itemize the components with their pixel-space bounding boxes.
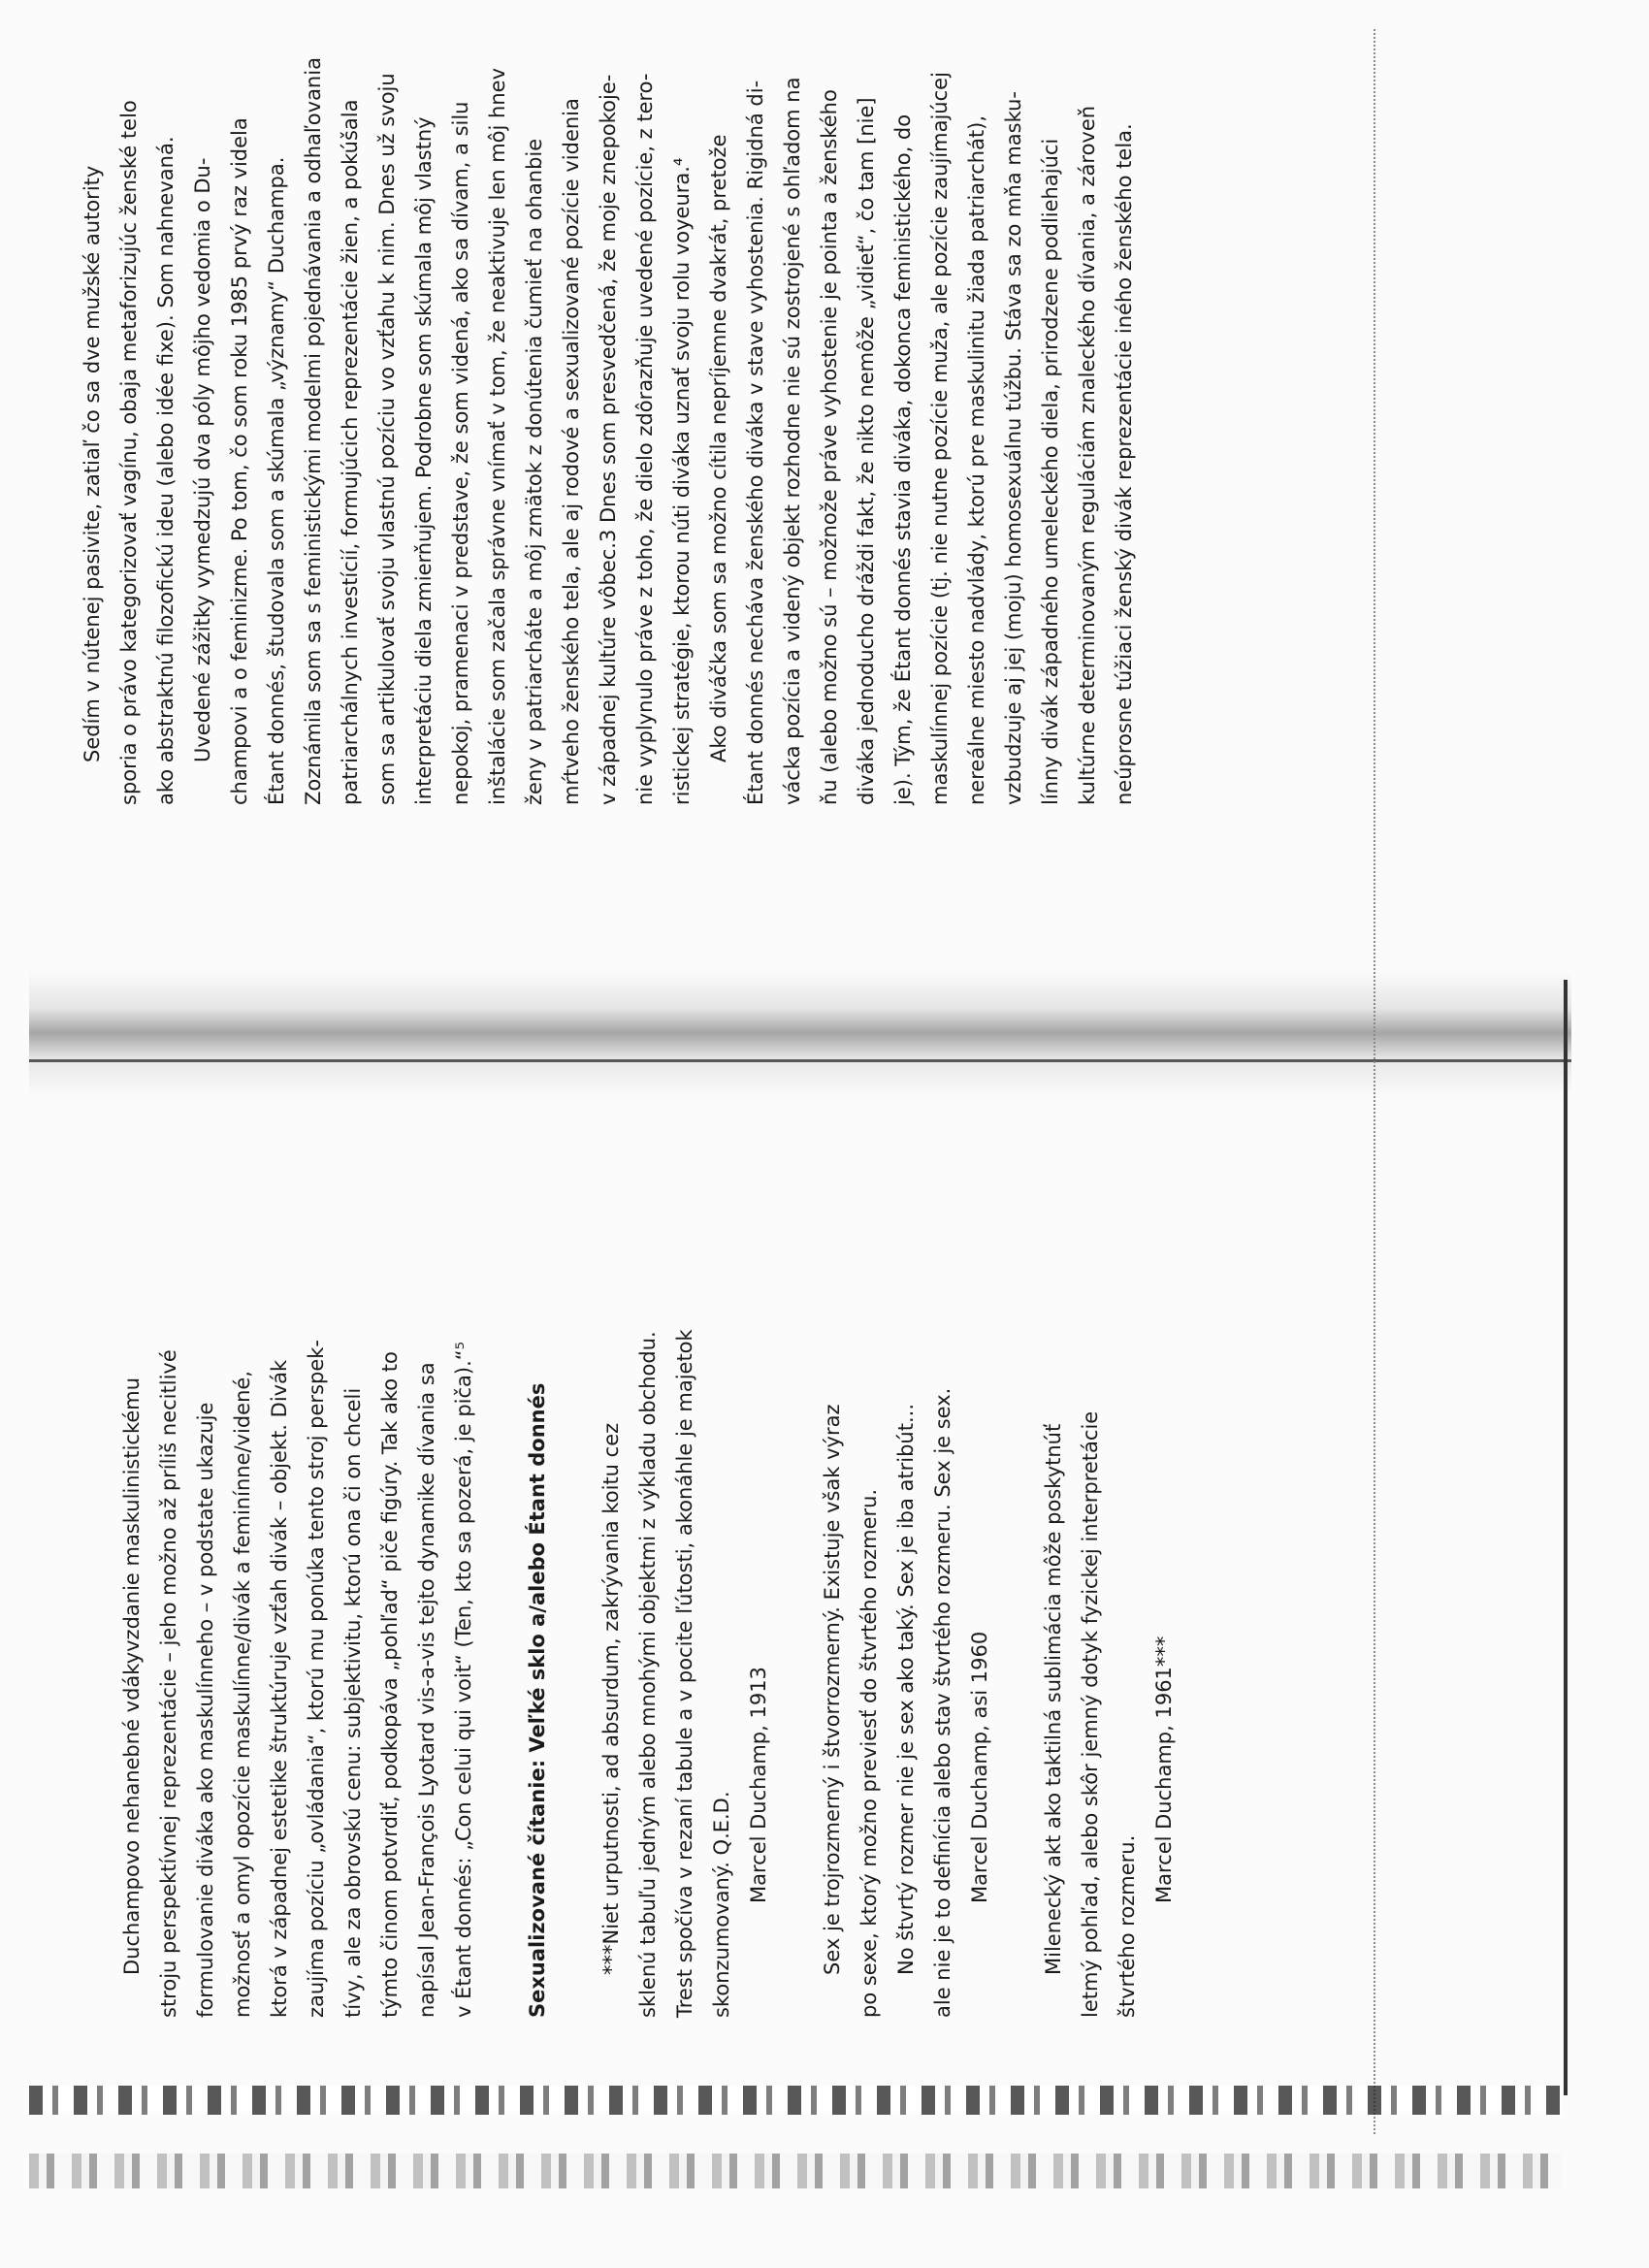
quote-signature: Marcel Duchamp, 1961***	[1152, 1636, 1176, 1903]
quote-line: skonzumovaný. Q.E.D.	[710, 1791, 733, 2018]
text-line: kultúrne determinovaným reguláciám znaleckého dívania, a zároveň	[1076, 105, 1099, 805]
text-line: vzbudzuje aj jej (moju) homosexuálnu túžbu. Stáva sa zo mňa masku-	[1002, 91, 1025, 805]
text-line: mŕtveho ženského tela, ale aj rodové a sexualizované pozície videnia	[560, 98, 583, 805]
text-line: nereálne miesto nadvlády, ktorú pre maskulinitu žiada patriarchát),	[965, 114, 988, 805]
text-line: Sedím v nútenej pasivite, zatiaľ čo sa dve mužské autority	[81, 165, 104, 762]
quote-line: štvrtého rozmeru.	[1116, 1834, 1139, 2018]
quote-line: ***Niet urputnosti, ad absurdum, zakrývania koitu cez	[599, 1422, 623, 1975]
text-line: zaujíma pozíciu „ovládania“, ktorú mu ponúka tento stroj perspek-	[305, 1340, 328, 2018]
text-line: interpretáciu diela zmierňujem. Podrobne som skúmala môj vlastný	[412, 116, 436, 805]
quote-line: letmý pohľad, alebo skôr jemný dotyk fyzickej interpretácie	[1079, 1410, 1102, 2018]
text-line: ňu (alebo možno sú – možnože práve vyhostenie je pointa a ženského	[818, 89, 841, 805]
text-line: vácka pozícia a videný objekt rozhodne nie sú zostrojené s ohľadom na	[781, 77, 804, 805]
text-line: ako abstraktnú filozofickú ideu (alebo idée fixe). Som nahnevaná.	[154, 136, 178, 805]
text-line: Uvedené zážitky vymedzujú dva póly môjho vedomia o Du-	[191, 157, 214, 762]
spacer	[482, 989, 519, 2018]
text-line: maskulínnej pozície (tj. nie nutne pozície muža, ale pozície zaujímajúcej	[928, 72, 952, 805]
text-line: ristickej stratégie, ktorou núti diváka uznať svoju rolu voyeura.⁴	[670, 157, 694, 805]
dotted-fold-line	[1374, 29, 1375, 2134]
lower-page-text	[113, 989, 1182, 2018]
text-line: Étant donnés nechávа ženského diváka v stave vyhostenia. Rigidná di-	[744, 80, 767, 805]
page-edge	[1564, 980, 1568, 2095]
quote-line: Milenecký akt ako taktilná sublimácia môže poskytnúť	[1042, 1423, 1065, 1975]
text-line: napísal Jean-François Lyotard vis-a-vis tejto dynamike dívania sa	[415, 1362, 438, 2018]
text-line: tívy, ale za obrovskú cenu: subjektivitu, ktorú ona či on chceli	[341, 1387, 365, 2018]
text-line: ženy v patriarcháte a môj zmätok z donútenia čumieť na ohanbie	[523, 138, 546, 805]
text-line: patriarchálnych investícií, formujúcich reprezentácie žien, a pokúšala	[339, 99, 362, 805]
text-line: som sa artikulovať svoju vlastnú pozíciu vo vzťahu k nim. Dnes už svoju	[375, 73, 399, 805]
quote-line: ale nie je to definícia alebo stav štvrtého rozmeru. Sex je sex.	[931, 1387, 954, 2018]
text-line: stroju perspektívnej reprezentácie – jeho možno až príliš necitlivé	[157, 1349, 180, 2018]
text-line: týmto činom potvrdiť, podkopáva „pohľad“ piče figúry. Tak ako to	[378, 1351, 402, 2018]
text-line: neúprosne túžiaci ženský divák reprezentácie iného ženského tela.	[1113, 123, 1136, 805]
quote-line: po sexe, ktorý možno previesť do štvrtého rozmeru.	[857, 1488, 881, 2018]
quote-line: sklenú tabuľu jedným alebo mnohými objektmi z výkladu obchodu.	[636, 1331, 660, 2018]
scan-noise-strip	[29, 2154, 1562, 2188]
upper-page-text	[74, 57, 1143, 805]
text-line: champovi a o feminizme. Po tom, čo som roku 1985 prvý raz videla	[228, 117, 251, 805]
quote-line: No štvrtý rozmer nie je sex ako taký. Sex je iba atribút...	[894, 1404, 918, 1975]
text-line: Ako diváčka som sa možno cítila nepríjemne dvakrát, pretože	[707, 134, 730, 762]
text-line: formulovanie diváka ako maskulínneho – v podstate ukazuje	[194, 1402, 217, 2018]
text-line: Zoznámila som sa s feministickými modelmi pojednávania a odhaľovania	[302, 57, 325, 805]
text-line: Étant donnés, študovala som a skúmala „významy“ Duchampa.	[265, 156, 288, 805]
text-line: nie vyplynulo práve z toho, že dielo zdôrazňuje uvedené pozície, z tero-	[633, 73, 657, 805]
text-line: línny divák západného umeleckého diela, prirodzene podliehajúci	[1039, 138, 1062, 805]
quote-signature: Marcel Duchamp, asi 1960	[968, 1631, 991, 1903]
text-line: Duchampovo nehanebné vdákyvzdanie maskulinistickému	[120, 1377, 144, 1975]
section-heading: Sexualizované čítanie: Veľké sklo a/alebo Étant donnés	[526, 1382, 549, 2018]
text-line: diváka jednoducho dráždi fakt, že nikto nemôže „vidieť“, čo tam [nie]	[855, 97, 878, 805]
quote-line: Trest spočíva v rezaní tabule a v pocite ľútosti, akonáhle je majetok	[673, 1329, 696, 2018]
quote-line: Sex je trojrozmerný i štvorrozmerný. Existuje však výraz	[821, 1404, 844, 1975]
text-line: možnosť a omyl opozície maskulínne/divák a feminínne/videné,	[231, 1371, 254, 2018]
text-line: v západnej kultúre vôbec.3 Dnes som presvedčená, že moje znepokoje-	[597, 74, 620, 805]
spacer	[556, 989, 593, 2018]
quote-signature: Marcel Duchamp, 1913	[747, 1667, 770, 1903]
text-line: v Étant donnés: „Con celui qui voit“ (Ten, kto sa pozerá, je piča).“⁵	[452, 1341, 475, 2018]
text-line: inštalácie som začala správne vnímať v tom, že neaktivuje len môj hnev	[486, 67, 509, 805]
text-line: ktorá v západnej estetike štruktúruje vzťah divák – objekt. Divák	[268, 1359, 291, 2018]
text-line: je). Tým, že Étant donnés stavia diváka, dokonca feministického, do	[891, 113, 915, 805]
text-line: nepokoj, pramenaci v predstave, že som videná, ako sa dívam, a silu	[449, 101, 472, 805]
text-line: sporia o právo kategorizovať vagínu, obaja metaforizujúc ženské telo	[117, 100, 141, 805]
torn-edge-strip	[29, 2086, 1562, 2115]
spacer	[998, 989, 1035, 2018]
spacer	[777, 989, 814, 2018]
